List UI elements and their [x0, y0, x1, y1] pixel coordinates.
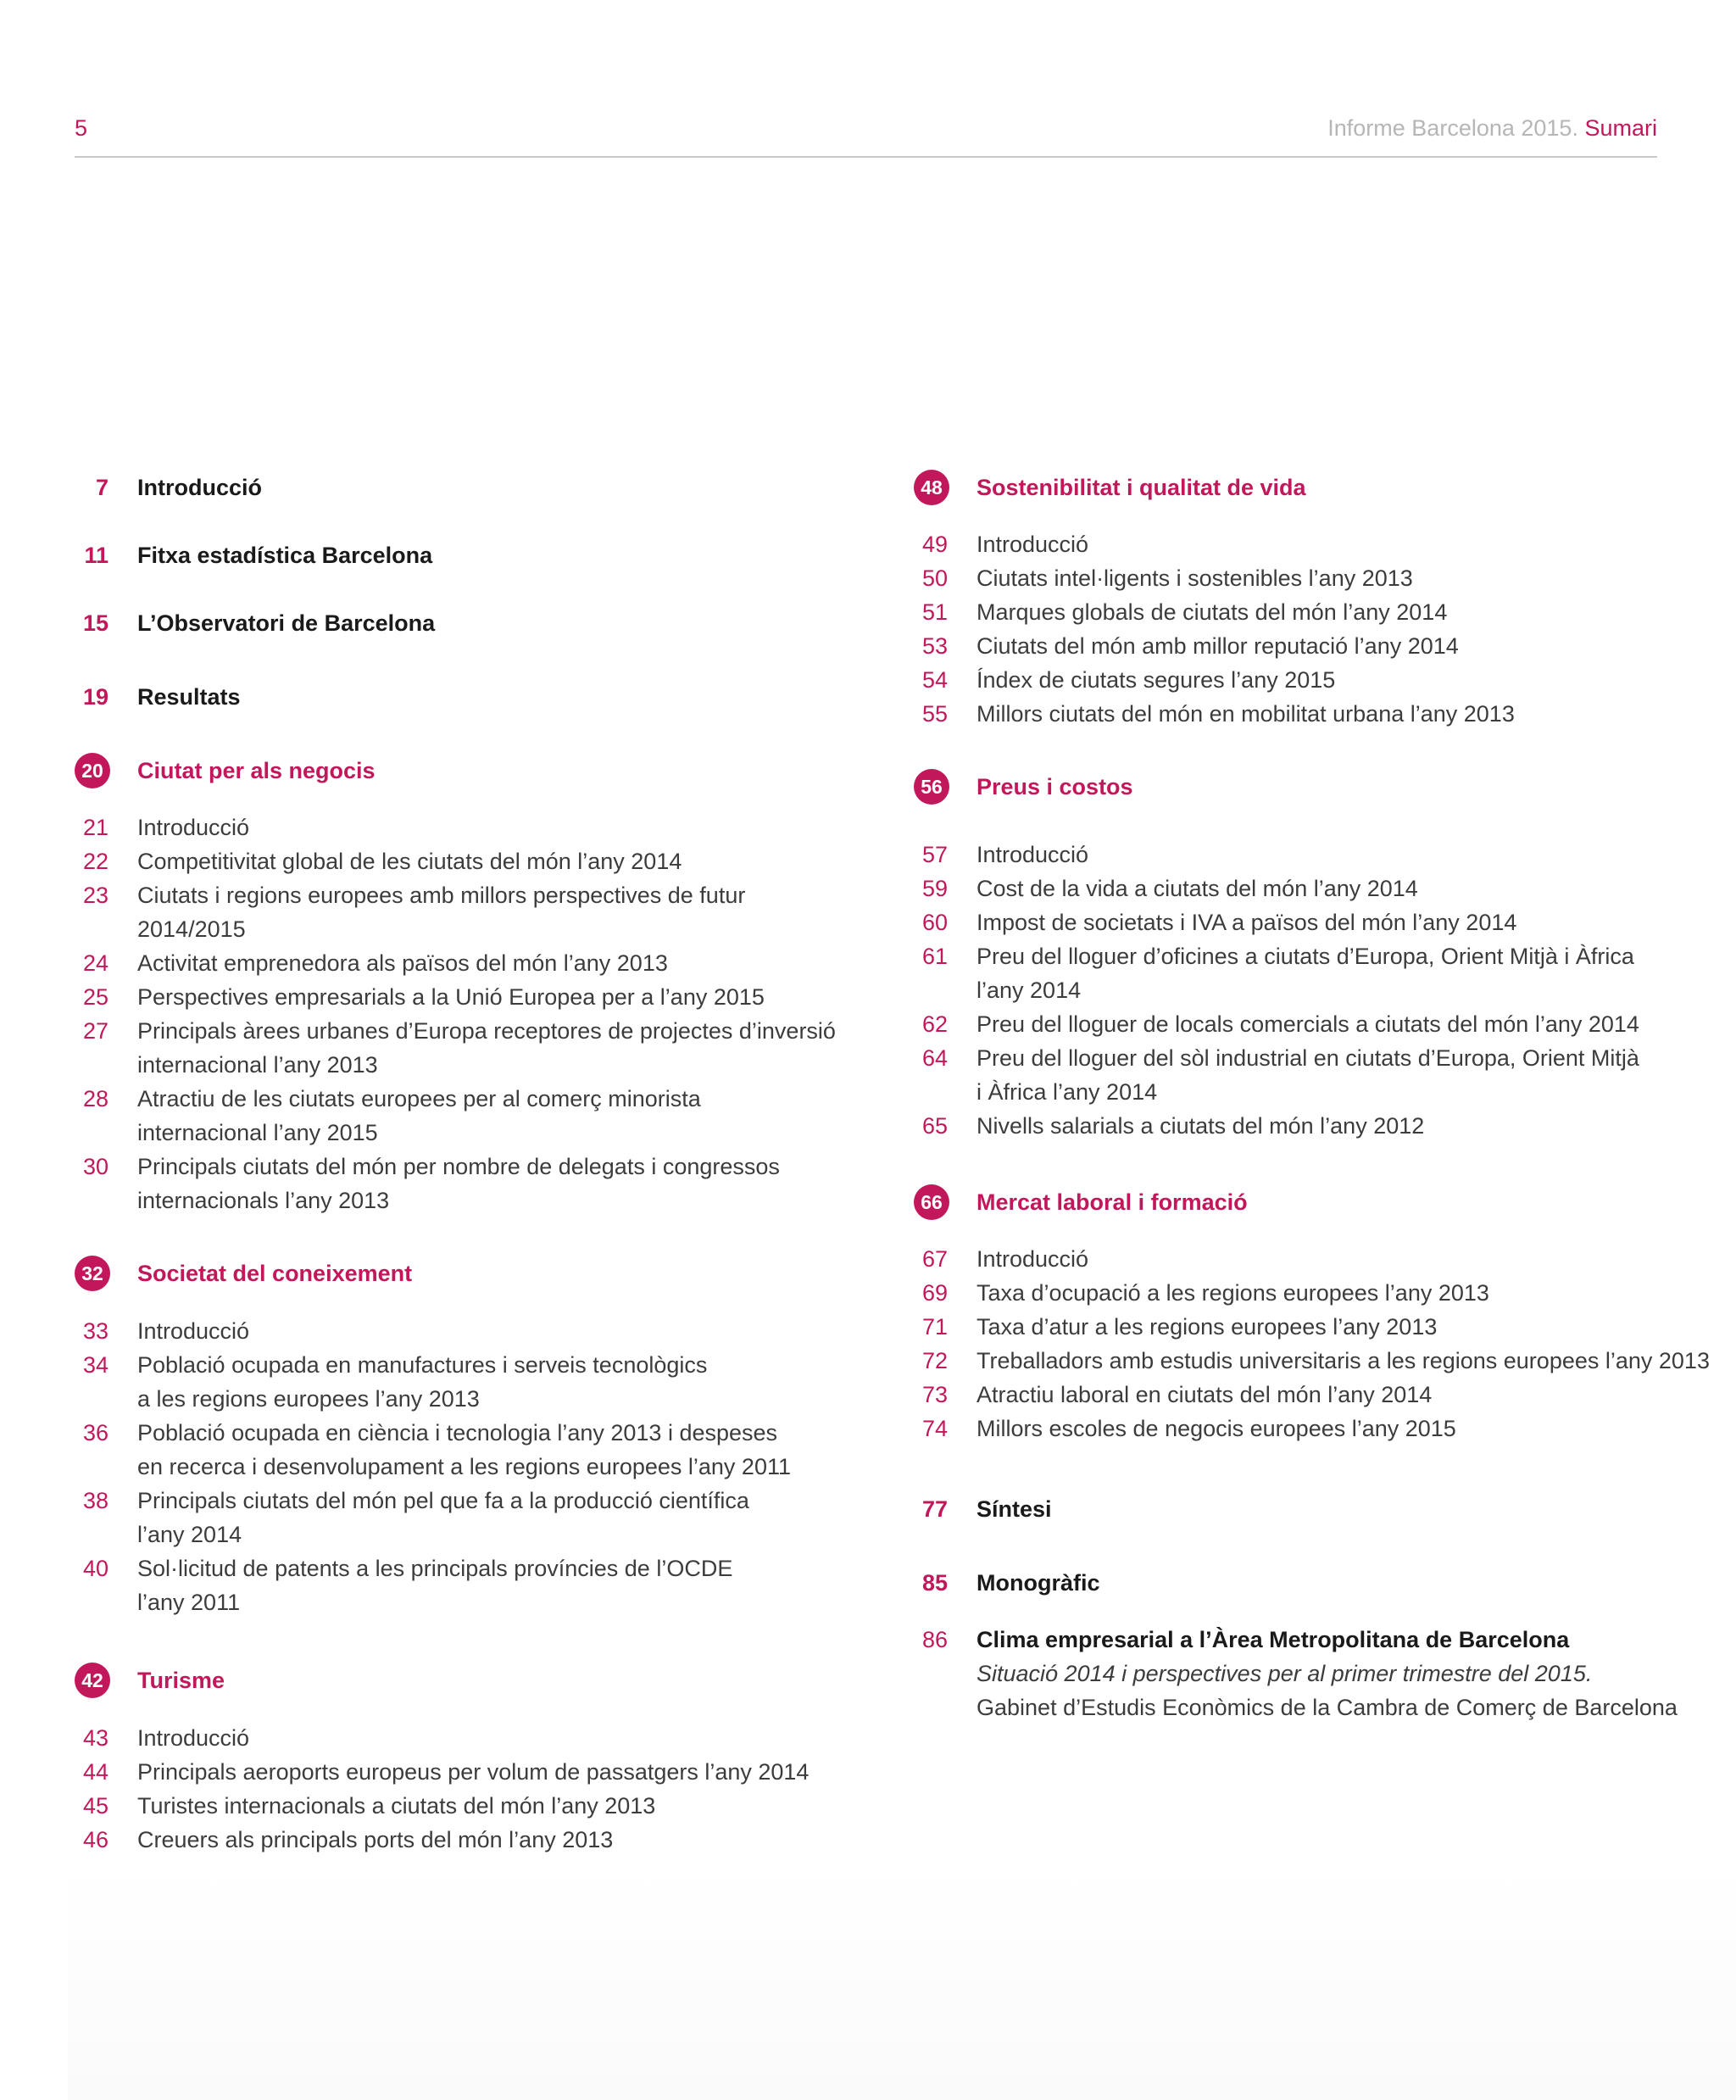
monograph-title: Clima empresarial a l’Àrea Metropolitana de Barcelona: [976, 1627, 1570, 1652]
toc-item-line: Taxa d’atur a les regions europees l’any 2013: [976, 1314, 1438, 1340]
section-number-badge: 20: [75, 753, 110, 788]
toc-item-line: Atractiu laboral en ciutats del món l’any 2014: [976, 1382, 1433, 1407]
toc-item-line: en recerca i desenvolupament a les regions europees l’any 2011: [137, 1454, 791, 1479]
section-title: Turisme: [137, 1668, 225, 1693]
toc-page-number: 36: [82, 1420, 108, 1445]
toc-item-line: Població ocupada en manufactures i serveis tecnològics: [137, 1352, 708, 1378]
running-header: [1327, 115, 1657, 142]
toc-page-number: 23: [82, 883, 108, 908]
section-number-badge: 32: [75, 1256, 110, 1291]
toc-entry-title: L’Observatori de Barcelona: [137, 610, 436, 636]
header-section: Sumari: [1584, 115, 1657, 141]
toc-page-number: 7: [95, 475, 108, 500]
toc-item-line: Activitat emprenedora als països del món l’any 2013: [137, 950, 668, 976]
toc-page-number: 11: [84, 543, 108, 568]
toc-item-line: Treballadors amb estudis universitaris a les regions europees l’any 2013: [976, 1348, 1710, 1373]
page-shade: [68, 1865, 1736, 2100]
toc-page-number: 85: [921, 1570, 948, 1596]
toc-item-line: Principals ciutats del món pel que fa a la producció científica: [137, 1488, 749, 1513]
toc-page-number: 55: [921, 701, 948, 727]
toc-item-line: l’any 2011: [137, 1590, 241, 1615]
toc-page-number: 28: [82, 1086, 108, 1111]
monograph-subtitle: Situació 2014 i perspectives per al primer trimestre del 2015.: [976, 1661, 1593, 1686]
toc-page-number: 54: [921, 667, 948, 693]
toc-page-number: 30: [82, 1154, 108, 1179]
toc-item-line: Creuers als principals ports del món l’any 2013: [137, 1827, 614, 1852]
toc-entry-title: Síntesi: [976, 1496, 1052, 1522]
toc-entry-title: Monogràfic: [976, 1570, 1100, 1596]
toc-page-number: 74: [921, 1416, 948, 1441]
section-title: Preus i costos: [976, 774, 1133, 799]
toc-page-number: 50: [921, 565, 948, 591]
toc-item-line: Taxa d’ocupació a les regions europees l’any 2013: [976, 1280, 1489, 1306]
toc-page-number: 60: [921, 910, 948, 935]
section-title: Societat del coneixement: [137, 1261, 413, 1286]
toc-item-line: Introducció: [137, 1725, 250, 1751]
toc-page-number: 25: [82, 984, 108, 1010]
toc-entry-title: Resultats: [137, 684, 241, 710]
toc-page-number: 51: [921, 599, 948, 625]
page-number: 5: [75, 115, 88, 141]
toc-item-line: 2014/2015: [137, 916, 246, 942]
toc-page-number: 67: [921, 1246, 948, 1272]
monograph-author: Gabinet d’Estudis Econòmics de la Cambra de Comerç de Barcelona: [976, 1695, 1678, 1720]
toc-item-line: Cost de la vida a ciutats del món l’any 2014: [976, 876, 1418, 901]
toc-item-line: l’any 2014: [137, 1522, 242, 1547]
section-title: Ciutat per als negocis: [137, 758, 376, 783]
toc-page-number: 73: [921, 1382, 948, 1407]
toc-entry-title: Fitxa estadística Barcelona: [137, 543, 433, 568]
toc-page-number: 24: [82, 950, 108, 976]
toc-item-line: Nivells salarials a ciutats del món l’any 2012: [976, 1113, 1425, 1139]
toc-item-line: Millors ciutats del món en mobilitat urbana l’any 2013: [976, 701, 1515, 727]
toc-item-line: a les regions europees l’any 2013: [137, 1386, 480, 1412]
toc-page-number: 44: [82, 1759, 108, 1785]
toc-item-line: internacional l’any 2015: [137, 1120, 378, 1145]
toc-page-number: 59: [921, 876, 948, 901]
toc-item-line: Introducció: [137, 1318, 250, 1344]
toc-item-line: Població ocupada en ciència i tecnologia l’any 2013 i despeses: [137, 1420, 778, 1445]
header-rule: [75, 156, 1657, 158]
toc-page-number: 49: [921, 532, 948, 557]
toc-item-line: Millors escoles de negocis europees l’any 2015: [976, 1416, 1456, 1441]
toc-page-number: 57: [921, 842, 948, 867]
toc-item-line: internacional l’any 2013: [137, 1052, 378, 1078]
toc-item-line: Ciutats del món amb millor reputació l’any 2014: [976, 633, 1459, 659]
toc-item-line: Ciutats intel·ligents i sostenibles l’any 2013: [976, 565, 1413, 591]
toc-page-number: 64: [921, 1045, 948, 1071]
toc-item-line: i Àfrica l’any 2014: [976, 1079, 1158, 1105]
toc-page-number: 71: [921, 1314, 948, 1340]
toc-item-line: Sol·licitud de patents a les principals províncies de l’OCDE: [137, 1556, 733, 1581]
doc-title: Informe Barcelona 2015.: [1327, 115, 1578, 141]
toc-item-line: Introducció: [976, 842, 1089, 867]
toc-page-number: 53: [921, 633, 948, 659]
toc-item-line: Atractiu de les ciutats europees per al comerç minorista: [137, 1086, 701, 1111]
toc-page-number: 62: [921, 1011, 948, 1037]
toc-item-line: Marques globals de ciutats del món l’any 2014: [976, 599, 1448, 625]
toc-item-line: Principals aeroports europeus per volum de passatgers l’any 2014: [137, 1759, 810, 1785]
toc-page-number: 19: [82, 684, 108, 710]
toc-page-number: 40: [82, 1556, 108, 1581]
toc-item-line: Impost de societats i IVA a països del món l’any 2014: [976, 910, 1517, 935]
toc-page-number: 69: [921, 1280, 948, 1306]
toc-page-number: 27: [82, 1018, 108, 1044]
toc-page-number: 86: [921, 1627, 948, 1652]
section-number-badge: 56: [914, 769, 949, 805]
toc-item-line: Introducció: [976, 1246, 1089, 1272]
toc-item-line: Índex de ciutats segures l’any 2015: [976, 667, 1336, 693]
section-number-badge: 42: [75, 1663, 110, 1698]
toc-page-number: 65: [921, 1113, 948, 1139]
toc-item-line: Introducció: [976, 532, 1089, 557]
toc-item-line: Principals àrees urbanes d’Europa receptores de projectes d’inversió: [137, 1018, 836, 1044]
toc-page-number: 46: [82, 1827, 108, 1852]
section-number-badge: 48: [914, 470, 949, 505]
toc-item-line: Competitivitat global de les ciutats del món l’any 2014: [137, 849, 682, 874]
toc-page-number: 43: [82, 1725, 108, 1751]
toc-item-line: Preu del lloguer d’oficines a ciutats d’Europa, Orient Mitjà i Àfrica: [976, 944, 1634, 969]
toc-page-number: 45: [82, 1793, 108, 1819]
section-title: Sostenibilitat i qualitat de vida: [976, 475, 1306, 500]
toc-item-line: Principals ciutats del món per nombre de delegats i congressos: [137, 1154, 780, 1179]
toc-item-line: Introducció: [137, 815, 250, 840]
toc-page-number: 72: [921, 1348, 948, 1373]
toc-item-line: Perspectives empresarials a la Unió Europea per a l’any 2015: [137, 984, 765, 1010]
toc-item-line: Ciutats i regions europees amb millors perspectives de futur: [137, 883, 746, 908]
toc-page-number: 15: [82, 610, 108, 636]
toc-page-number: 22: [82, 849, 108, 874]
toc-item-line: Turistes internacionals a ciutats del món l’any 2013: [137, 1793, 656, 1819]
toc-entry-title: Introducció: [137, 475, 262, 500]
toc-item-line: l’any 2014: [976, 978, 1082, 1003]
toc-item-line: Preu del lloguer del sòl industrial en ciutats d’Europa, Orient Mitjà: [976, 1045, 1639, 1071]
toc-item-line: internacionals l’any 2013: [137, 1188, 390, 1213]
section-title: Mercat laboral i formació: [976, 1189, 1248, 1215]
toc-page-number: 61: [921, 944, 948, 969]
toc-page-number: 77: [921, 1496, 948, 1522]
toc-page-number: 33: [82, 1318, 108, 1344]
section-number-badge: 66: [914, 1184, 949, 1220]
toc-page-number: 21: [82, 815, 108, 840]
toc-page-number: 38: [82, 1488, 108, 1513]
toc-page-number: 34: [82, 1352, 108, 1378]
toc-item-line: Preu del lloguer de locals comercials a ciutats del món l’any 2014: [976, 1011, 1639, 1037]
